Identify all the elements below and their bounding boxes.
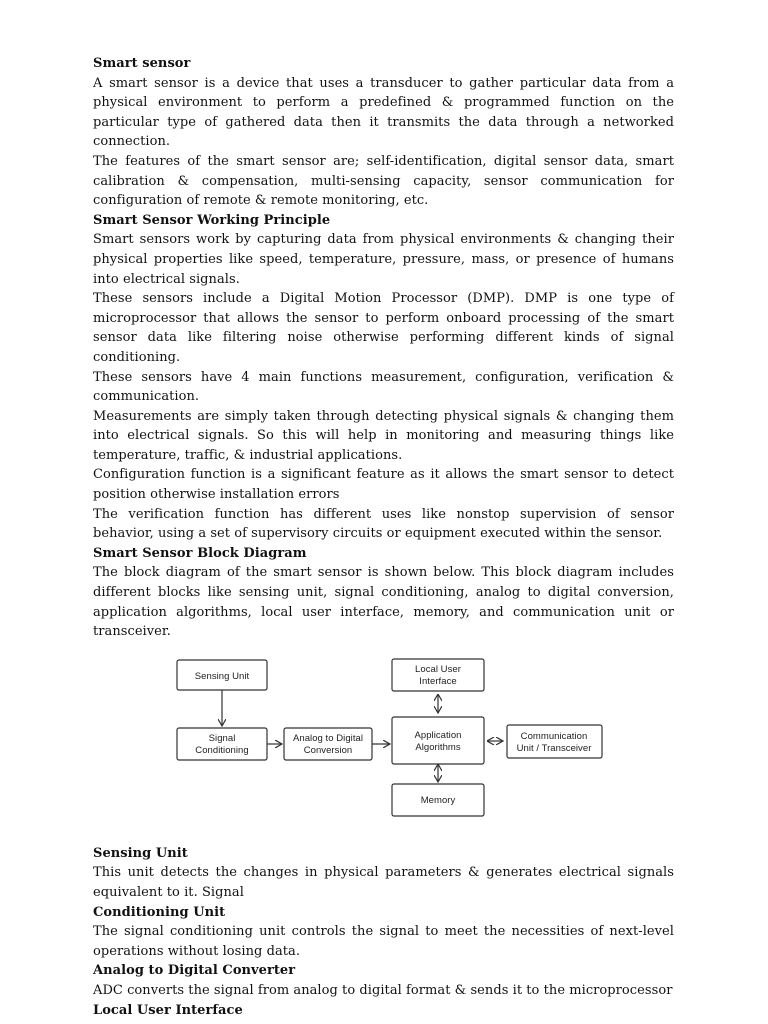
local-user-interface-block bbox=[392, 659, 484, 691]
paragraph: Configuration function is a significant feature as it allows the smart sensor to detect position otherwise installation errors bbox=[93, 467, 674, 503]
app-label-line2: Algorithms bbox=[415, 741, 461, 753]
comm-label-line2: Unit / Transceiver bbox=[516, 742, 592, 754]
paragraph: These sensors include a Digital Motion Processor (DMP). DMP is one type of microprocessor that allows the sensor to perform onboard processing of the smart sensor data like filtering noise otherwise performing different kinds of signal conditioning. bbox=[93, 291, 674, 365]
signal-conditioning-label-line1: Signal bbox=[208, 732, 236, 744]
app-label-line1: Application bbox=[414, 729, 462, 741]
heading-block-diagram: Smart Sensor Block Diagram bbox=[93, 545, 307, 561]
heading-adc: Analog to Digital Converter bbox=[93, 963, 296, 979]
paragraph: Smart sensors work by capturing data from physical environments & changing their physical properties like speed, temperature, pressure, mass, or presence of humans into electrical signals. bbox=[93, 232, 674, 287]
adc-block bbox=[284, 728, 372, 760]
paragraph: These sensors have 4 main functions measurement, configuration, verification & communication. bbox=[93, 369, 674, 405]
memory-label: Memory bbox=[420, 794, 456, 806]
paragraph: The signal conditioning unit controls the signal to meet the necessities of next-level operations without losing data. bbox=[93, 924, 674, 959]
paragraph: The block diagram of the smart sensor is shown below. This block diagram includes different blocks like sensing unit, signal conditioning, analog to digital conversion, application algorithms, local user interface, memory, and communication unit or transceiver. bbox=[93, 565, 674, 640]
heading-sensing-unit: Sensing Unit bbox=[93, 845, 188, 861]
lui-label-line1: Local User bbox=[415, 663, 461, 675]
sensing-unit-label: Sensing Unit bbox=[194, 670, 250, 682]
document-page bbox=[93, 54, 674, 1020]
adc-label-line2: Conversion bbox=[303, 744, 353, 756]
paragraph: ADC converts the signal from analog to digital format & sends it to the microprocessor bbox=[93, 982, 673, 998]
paragraph: The verification function has different uses like nonstop supervision of sensor behavior, using a set of supervisory circuits or equipment executed within the sensor. bbox=[93, 506, 674, 542]
paragraph: The features of the smart sensor are; self-identification, digital sensor data, smart calibration & compensation, multi-sensing capacity, sensor communication for configuration of remote & remote monitoring, etc. bbox=[93, 153, 674, 209]
sensing-unit-block bbox=[177, 660, 267, 690]
signal-conditioning-block bbox=[177, 728, 267, 760]
paragraph: This unit detects the changes in physical parameters & generates electrical signals equivalent to it. Signal bbox=[93, 865, 674, 900]
paragraph: Measurements are simply taken through detecting physical signals & changing them into electrical signals. So this will help in monitoring and measuring things like temperature, traffic, & industrial applications. bbox=[93, 408, 674, 463]
heading-local-user-interface: Local User Interface bbox=[93, 1002, 243, 1018]
memory-block bbox=[392, 784, 484, 816]
block-diagram bbox=[93, 652, 674, 838]
communication-unit-block bbox=[507, 725, 602, 758]
heading-working-principle: Smart Sensor Working Principle bbox=[93, 212, 331, 228]
adc-label-line1: Analog to Digital bbox=[292, 732, 364, 744]
paragraph: A smart sensor is a device that uses a transducer to gather particular data from a physical environment to perform a predefined & programmed function on the particular type of gathered data then it transmits the data through a networked connection. bbox=[93, 75, 674, 150]
heading-conditioning-unit: Conditioning Unit bbox=[93, 904, 226, 920]
comm-label-line1: Communication bbox=[520, 730, 588, 742]
lui-label-line2: Interface bbox=[419, 675, 457, 687]
signal-conditioning-label-line2: Conditioning bbox=[195, 744, 249, 756]
heading-smart-sensor: Smart sensor bbox=[93, 56, 191, 71]
application-algorithms-block bbox=[392, 717, 484, 764]
